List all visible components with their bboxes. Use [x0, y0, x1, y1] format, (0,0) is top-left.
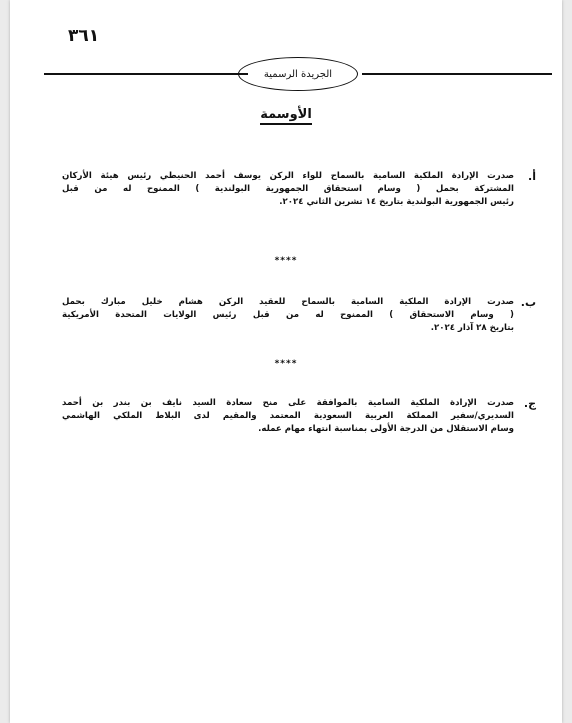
- item-line: بتاريخ ٢٨ آذار ٢٠٢٤.: [430, 323, 514, 334]
- header-rule-right: [362, 73, 552, 75]
- page-number: ٣٦١: [68, 26, 100, 46]
- decree-item-a: [62, 170, 536, 210]
- section-title-text: الأوسمة: [260, 107, 312, 125]
- item-line: رئيس الجمهورية البولندية بتاريخ ١٤ تشرين الثاني ٢٠٢٤.: [279, 197, 514, 208]
- item-line: صدرت الإرادة الملكية السامية بالموافقة على منح سعادة السيد نايف بن بندر بن أحمد: [62, 398, 514, 408]
- item-line: المشتركة بحمل ( وسام استحقاق الجمهورية البولندية ) الممنوح له من قبل: [62, 184, 514, 195]
- item-line: ( وسام الاستحقاق ) الممنوح له من قبل رئيس الولايات المتحدة الأمريكية: [62, 310, 514, 321]
- publication-title: الجريدة الرسمية: [263, 68, 333, 80]
- item-letter: أ.: [528, 170, 536, 183]
- publication-title-oval: [238, 57, 358, 91]
- item-letter: ج.: [523, 397, 536, 410]
- header-rule-left: [44, 73, 248, 75]
- item-letter: ب.: [520, 296, 536, 309]
- item-line: السديري/سفير المملكة العربية السعودية المعتمد والمقيم لدى البلاط الملكي الهاشمي: [62, 411, 514, 422]
- decree-item-c: [62, 397, 536, 437]
- separator: ****: [274, 359, 298, 369]
- gazette-page: [10, 0, 562, 723]
- separator: ****: [274, 256, 298, 266]
- decree-item-b: [62, 296, 536, 336]
- item-line: صدرت الإرادة الملكية السامية بالسماح للعقيد الركن هشام خليل مبارك بحمل: [62, 297, 514, 307]
- item-line: صدرت الإرادة الملكية السامية بالسماح للواء الركن يوسف أحمد الحنيطي رئيس هيئة الأركان: [62, 171, 514, 181]
- section-title: [10, 107, 562, 122]
- item-line: وسام الاستقلال من الدرجة الأولى بمناسبة انتهاء مهام عمله.: [258, 424, 514, 435]
